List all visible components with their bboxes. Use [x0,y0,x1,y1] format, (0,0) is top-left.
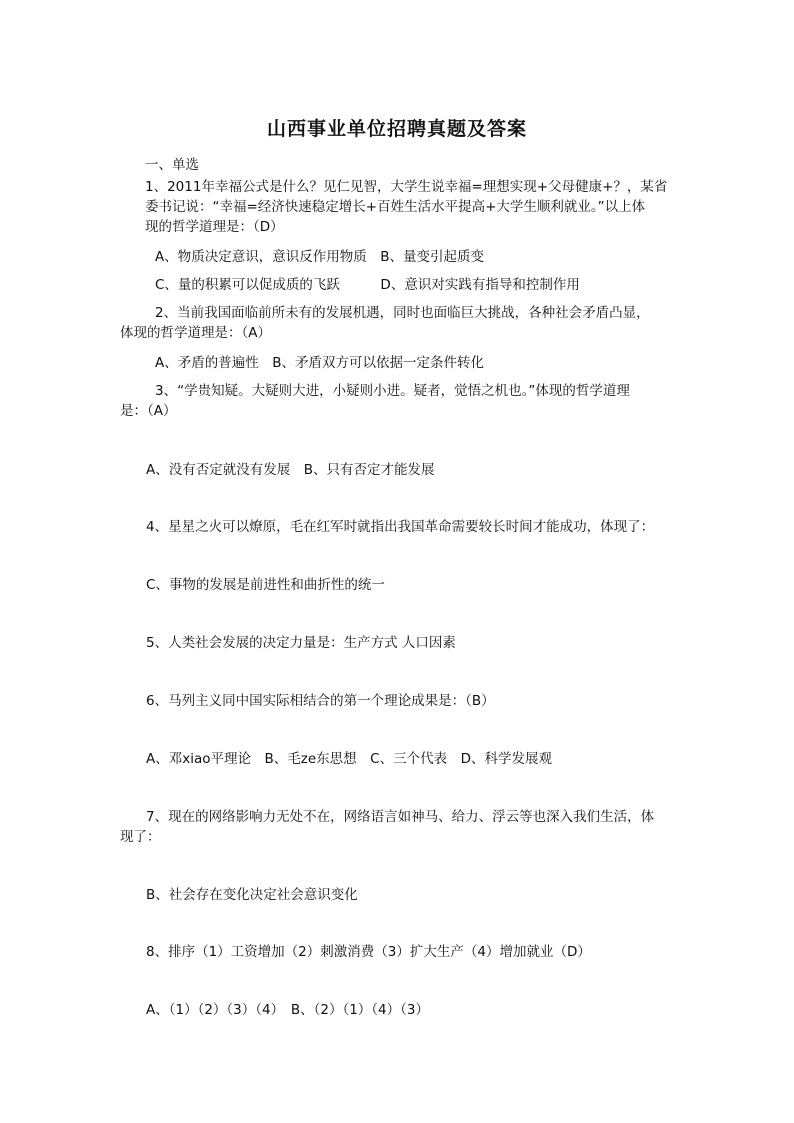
question-7-answer: B、社会存在变化决定社会意识变化 [146,887,358,903]
question-3-line-2: 是：（A） [120,403,177,419]
question-3-line-1: 3、“学贵知疑。大疑则大进，小疑则小进。疑者，觉悟之机也。”体现的哲学道理 [155,383,630,399]
question-5-line-1: 5、人类社会发展的决定力量是：生产方式 人口因素 [146,635,456,651]
question-1-options-ab: A、物质决定意识，意识反作用物质 B、量变引起质变 [155,249,484,265]
question-4-line-1: 4、星星之火可以燎原，毛在红军时就指出我国革命需要较长时间才能成功，体现了： [146,519,655,535]
question-2-line-1: 2、当前我国面临前所未有的发展机遇，同时也面临巨大挑战，各种社会矛盾凸显， [155,305,650,321]
question-1-options-cd: C、量的积累可以促成质的飞跃 D、意识对实践有指导和控制作用 [155,277,580,293]
section-heading: 一、单选 [145,157,199,173]
question-1-line-2: 委书记说：“幸福=经济快速稳定增长+百姓生活水平提高+大学生顺利就业。”以上体 [145,199,646,215]
question-8-line-1: 8、排序（1）工资增加（2）刺激消费（3）扩大生产（4）增加就业（D） [146,944,591,960]
question-2-options: A、矛盾的普遍性 B、矛盾双方可以依据一定条件转化 [155,355,484,371]
question-6-line-1: 6、马列主义同中国实际相结合的第一个理论成果是：（B） [146,693,495,709]
question-7-line-2: 现了： [120,829,161,845]
question-7-line-1: 7、现在的网络影响力无处不在，网络语言如神马、给力、浮云等也深入我们生活，体 [146,809,655,825]
page-title: 山西事业单位招聘真题及答案 [266,118,527,140]
question-2-line-2: 体现的哲学道理是：（A） [120,325,271,341]
question-6-options: A、邓xiao平理论 B、毛ze东思想 C、三个代表 D、科学发展观 [146,751,552,767]
question-4-answer: C、事物的发展是前进性和曲折性的统一 [146,577,385,593]
question-1-line-1: 1、2011年幸福公式是什么？见仁见智，大学生说幸福=理想实现+父母健康+？，某省 [145,179,668,195]
question-8-options: A、（1）（2）（3）（4） B、（2）（1）（4）（3） [146,1002,429,1018]
question-3-options: A、没有否定就没有发展 B、只有否定才能发展 [146,462,435,478]
question-1-line-3: 现的哲学道理是：（D） [145,219,284,235]
